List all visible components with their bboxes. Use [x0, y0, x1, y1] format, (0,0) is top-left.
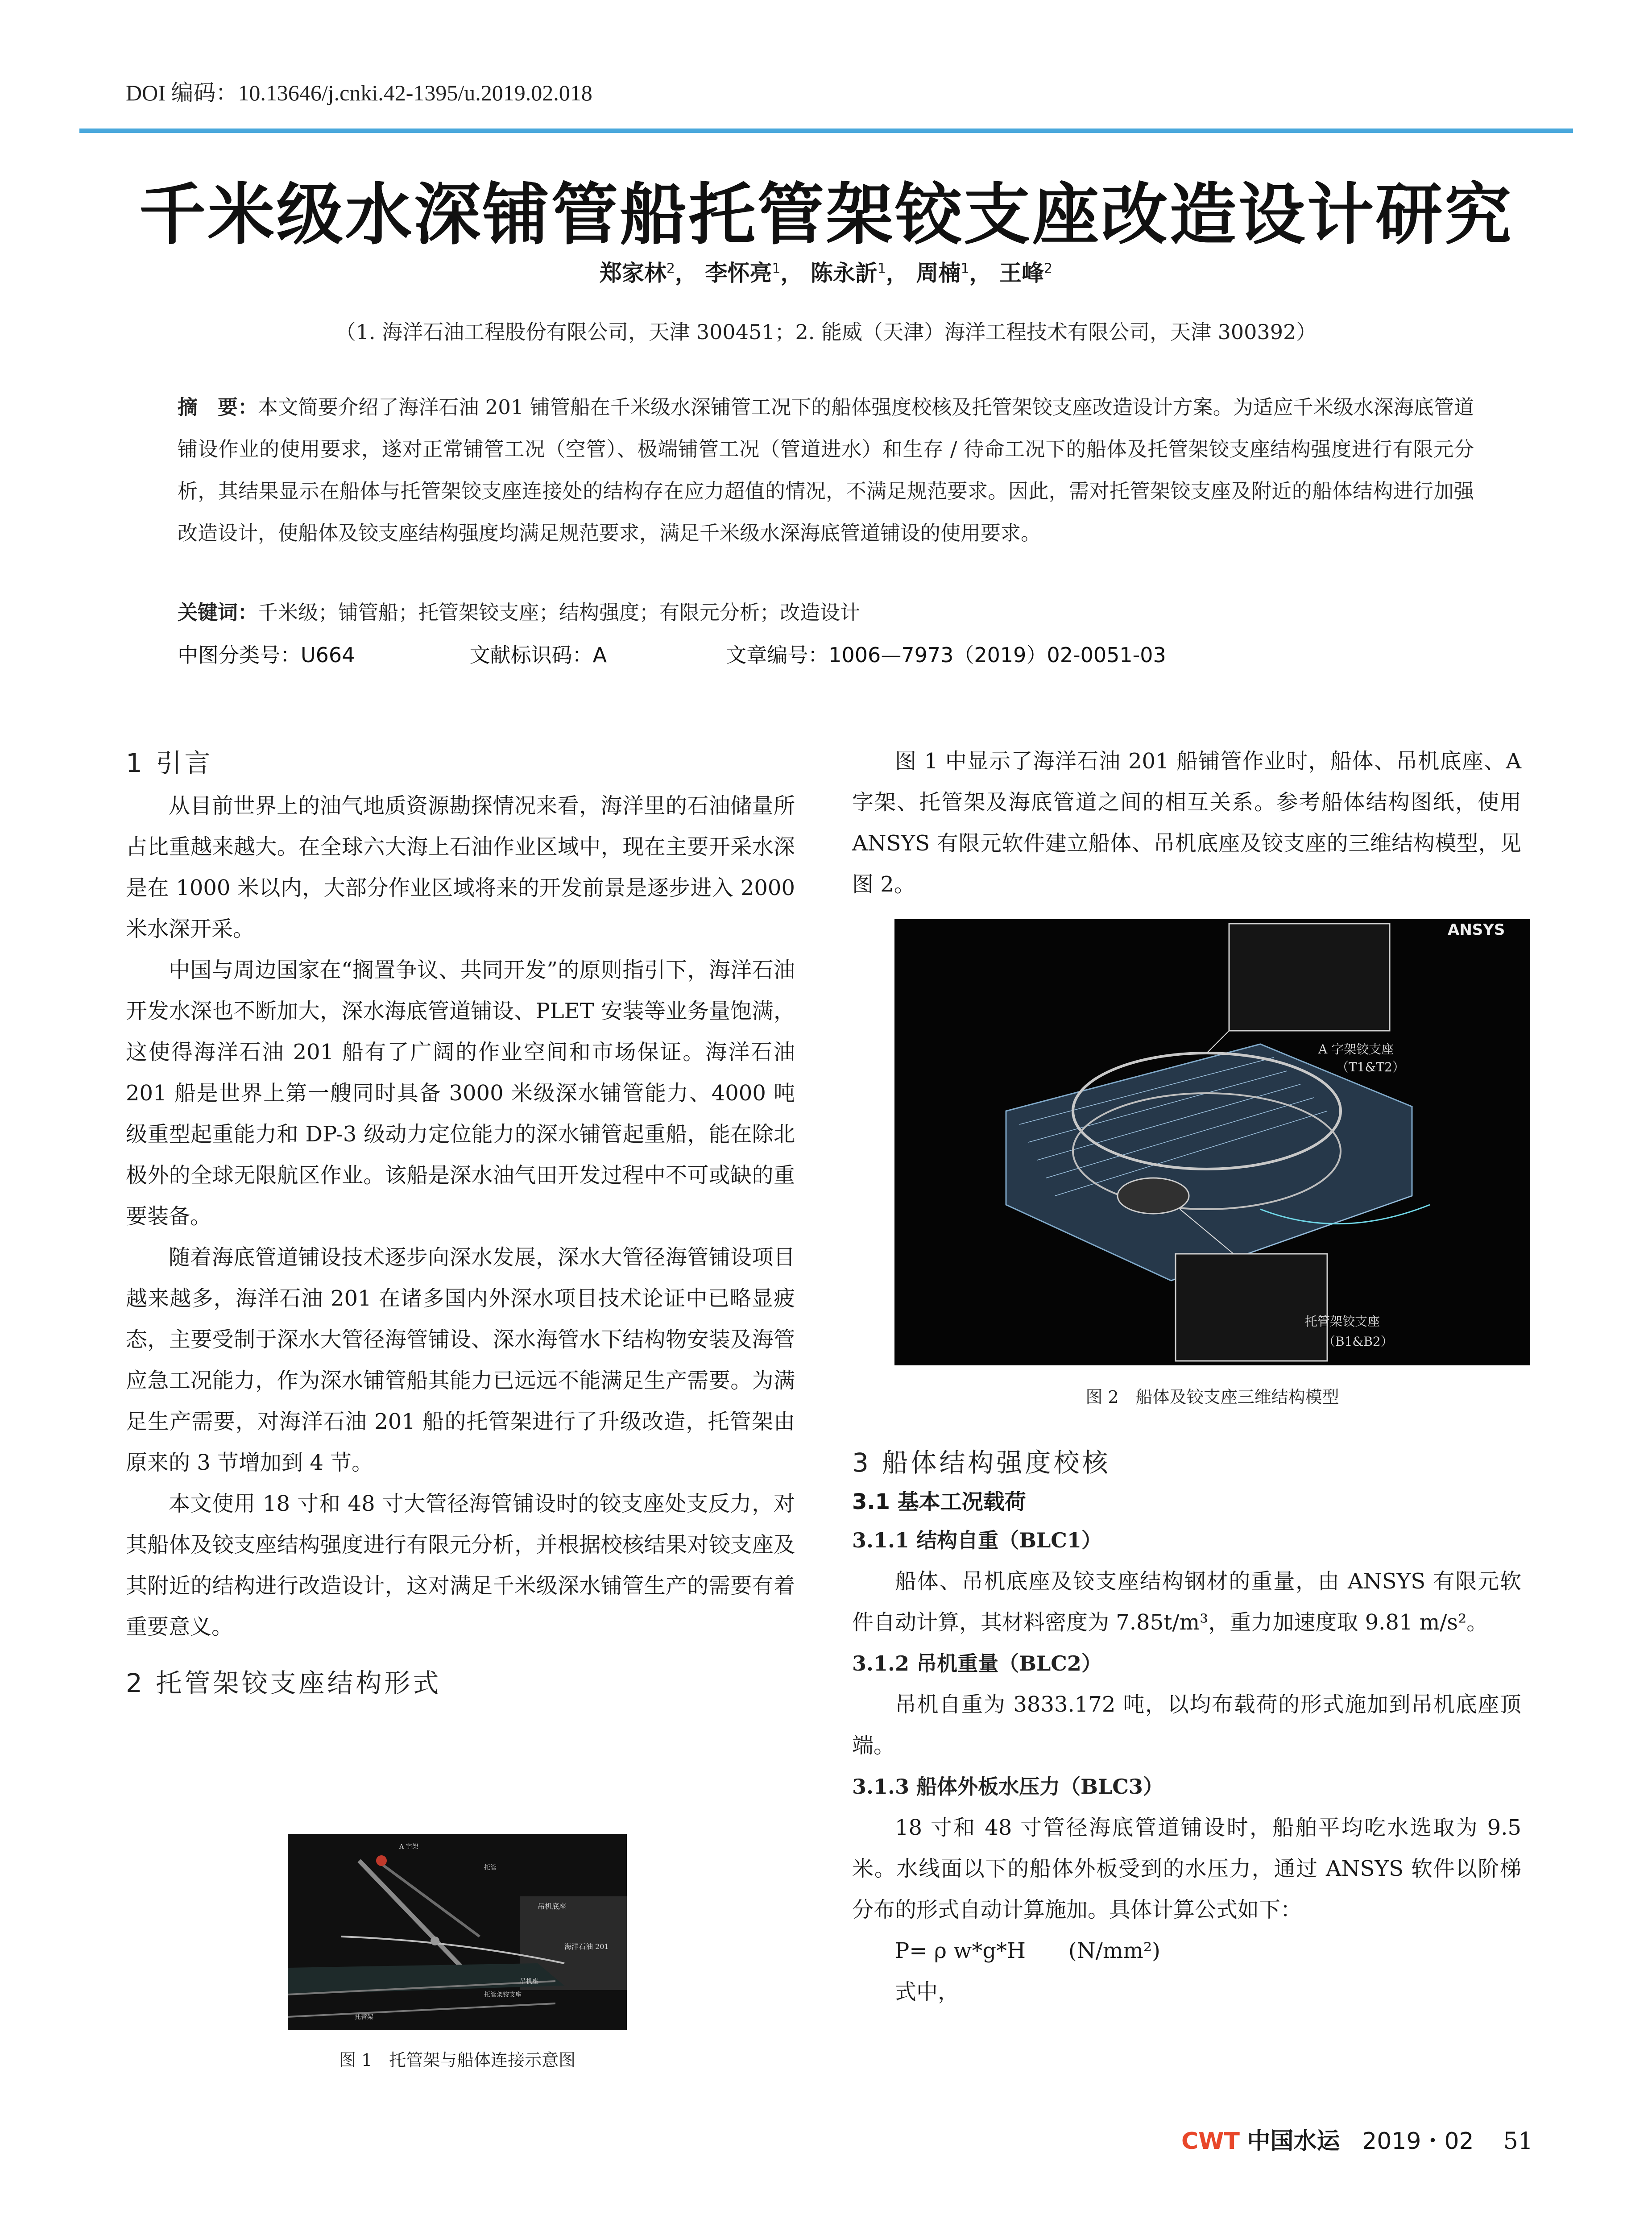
article-number: 文章编号：1006—7973（2019）02-0051-03 [726, 643, 1166, 667]
paragraph: 中国与周边国家在“搁置争议、共同开发”的原则指引下，海洋石油开发水深也不断加大，深水海底管道铺设、PLET 安装等业务量饱满，这使得海洋石油 201 船有了广阔的作业空间和市场保证。海洋石油 201 船是世界上第一艘同时具备 3000 米级深水铺管能力、4000 吨级重型起重能力和 DP-3 级动力定位能力的深水铺管起重船，能在除北极外的全球无限航区作业。该船是深水油气田开发过程中不可或缺的重要装备。 [126, 958, 795, 1229]
classification [178, 639, 1474, 668]
fig1-label: 托管 [484, 1864, 497, 1871]
fig1-label: 海洋石油 201 [564, 1942, 609, 1951]
keywords [178, 596, 1474, 625]
right-column-top [852, 741, 1521, 905]
paragraph: 18 寸和 48 寸管径海底管道铺设时，船舶平均吃水选取为 9.5 米。水线面以下的船体外板受到的水压力，通过 ANSYS 软件以阶梯分布的形式自动计算施加。具体计算公式如下： [852, 1815, 1521, 1922]
fig1-label: 吊机底座 [538, 1902, 567, 1911]
author-sup: 1 [877, 261, 886, 277]
header-rule [79, 129, 1573, 133]
journal-abbr: CWT [1181, 2128, 1240, 2155]
subsubsection-heading: 3.1.3 船体外板水压力（BLC3） [852, 1775, 1163, 1799]
paragraph: 图 1 中显示了海洋石油 201 船铺管作业时，船体、吊机底座、A 字架、托管架及海底管道之间的相互关系。参考船体结构图纸，使用 ANSYS 有限元软件建立船体、吊机底座及铰支座的三维结构模型，见图 2。 [852, 749, 1521, 897]
fig1-label: 吊机座 [520, 1978, 538, 1985]
authors: 郑家林$^2$， 李怀亮$^1$， 陈永訢$^1$， 周楠$^1$， 王峰$^2$ [599, 260, 1053, 286]
fig2-label: 托管架铰支座 [1305, 1314, 1380, 1329]
right-column-bottom [852, 1441, 1521, 2012]
subsubsection-heading: 3.1.1 结构自重（BLC1） [852, 1528, 1102, 1552]
author: 李怀亮 [705, 260, 772, 286]
author-sup: 2 [1043, 261, 1053, 277]
section-heading: 3 船体结构强度校核 [852, 1447, 1111, 1478]
page-title: 千米级水深铺管船托管架铰支座改造设计研究 [139, 175, 1513, 254]
paragraph: 随着海底管道铺设技术逐步向深水发展，深水大管径海管铺设项目越来越多，海洋石油 201 在诸多国内外深水项目技术论证中已略显疲态，主要受制于深水大管径海管铺设、深水海管水下结构物安装及海管应急工况能力，作为深水铺管船其能力已远远不能满足生产需要。为满足生产需要，对海洋石油 201 船的托管架进行了升级改造，托管架由原来的 3 节增加到 4 节。 [126, 1245, 795, 1475]
fig2-label: （T1&T2） [1336, 1060, 1405, 1074]
keywords-label: 关键词： [178, 601, 258, 624]
fig1-label: 托管架 [355, 2014, 373, 2021]
subsubsection-heading: 3.1.2 吊机重量（BLC2） [852, 1651, 1102, 1675]
doc-code: 文献标识码：A [469, 643, 607, 667]
abstract-text: 本文简要介绍了海洋石油 201 铺管船在千米级水深铺管工况下的船体强度校核及托管架铰支座改造设计方案。为适应千米级水深海底管道铺设作业的使用要求，遂对正常铺管工况（空管）、极端铺管工况（管道进水）和生存 / 待命工况下的船体及托管架铰支座结构强度进行有限元分析，其结果显示在船体与托管架铰支座连接处的结构存在应力超值的情况，不满足规范要求。因此，需对托管架铰支座及附近的船体结构进行加强改造设计，使船体及铰支座结构强度均满足规范要求，满足千米级水深海底管道铺设的使用要求。 [178, 395, 1474, 545]
author: 周楠 [916, 260, 961, 286]
author-sup: 1 [961, 261, 969, 277]
journal-footer [1181, 2122, 1533, 2156]
subsection-heading: 3.1 基本工况载荷 [852, 1489, 1026, 1514]
figure-1 [288, 1834, 627, 2030]
author: 陈永訢 [810, 260, 878, 286]
figure-2-drawing [894, 919, 1530, 1365]
author: 王峰 [999, 260, 1044, 286]
figure-2-caption: 图 2 船体及铰支座三维结构模型 [1085, 1387, 1339, 1407]
ansys-logo: ANSYS [1448, 921, 1505, 939]
keywords-text: 千米级；铺管船；托管架铰支座；结构强度；有限元分析；改造设计 [258, 601, 861, 624]
fig1-label: 托管架铰支座 [484, 1991, 522, 1999]
author: 郑家林 [599, 260, 667, 286]
figure-1-caption: 图 1 托管架与船体连接示意图 [339, 2050, 576, 2070]
paragraph: 船体、吊机底座及铰支座结构钢材的重量，由 ANSYS 有限元软件自动计算，其材料密度为 7.85t/m³，重力加速度取 9.81 m/s²。 [852, 1569, 1521, 1635]
paragraph: 本文使用 18 寸和 48 寸大管径海管铺设时的铰支座处支反力，对其船体及铰支座结构强度进行有限元分析，并根据校核结果对铰支座及其附近的结构进行改造设计，这对满足千米级深水铺管生产的需要有着重要意义。 [126, 1491, 795, 1639]
page-number: 51 [1503, 2128, 1533, 2155]
section-heading: 1 引言 [126, 748, 213, 778]
figure-2 [894, 919, 1530, 1365]
journal-issue: 2019・02 [1362, 2128, 1474, 2155]
author-sup: 2 [666, 261, 675, 277]
fig1-label: A 字架 [399, 1843, 418, 1850]
paragraph: 从目前世界上的油气地质资源勘探情况来看，海洋里的石油储量所占比重越来越大。在全球六大海上石油作业区域中，现在主要开采水深是在 1000 米以内，大部分作业区域将来的开发前景是逐步进入 2000 米水深开采。 [126, 793, 795, 941]
affiliation: （1. 海洋石油工程股份有限公司，天津 300451；2. 能威（天津）海洋工程技术有限公司，天津 300392） [335, 320, 1317, 344]
fig2-label: A 字架铰支座 [1318, 1042, 1394, 1057]
figure-1-drawing [288, 1834, 627, 2030]
paragraph: 式中， [895, 1979, 960, 2004]
abstract-label: 摘 要： [178, 395, 258, 419]
journal-name: 中国水运 [1247, 2128, 1340, 2155]
abstract [178, 386, 1474, 554]
section-heading: 2 托管架铰支座结构形式 [126, 1668, 442, 1698]
left-column [126, 741, 795, 1705]
doi: DOI 编码：10.13646/j.cnki.42-1395/u.2019.02.018 [126, 80, 592, 105]
formula: P= ρ w*g*H (N/mm²) [895, 1938, 1160, 1963]
author-sup: 1 [772, 261, 781, 277]
fig2-label: （B1&B2） [1323, 1334, 1393, 1349]
clc-number: 中图分类号：U664 [178, 643, 355, 667]
paragraph: 吊机自重为 3833.172 吨，以均布载荷的形式施加到吊机底座顶端。 [852, 1692, 1521, 1758]
